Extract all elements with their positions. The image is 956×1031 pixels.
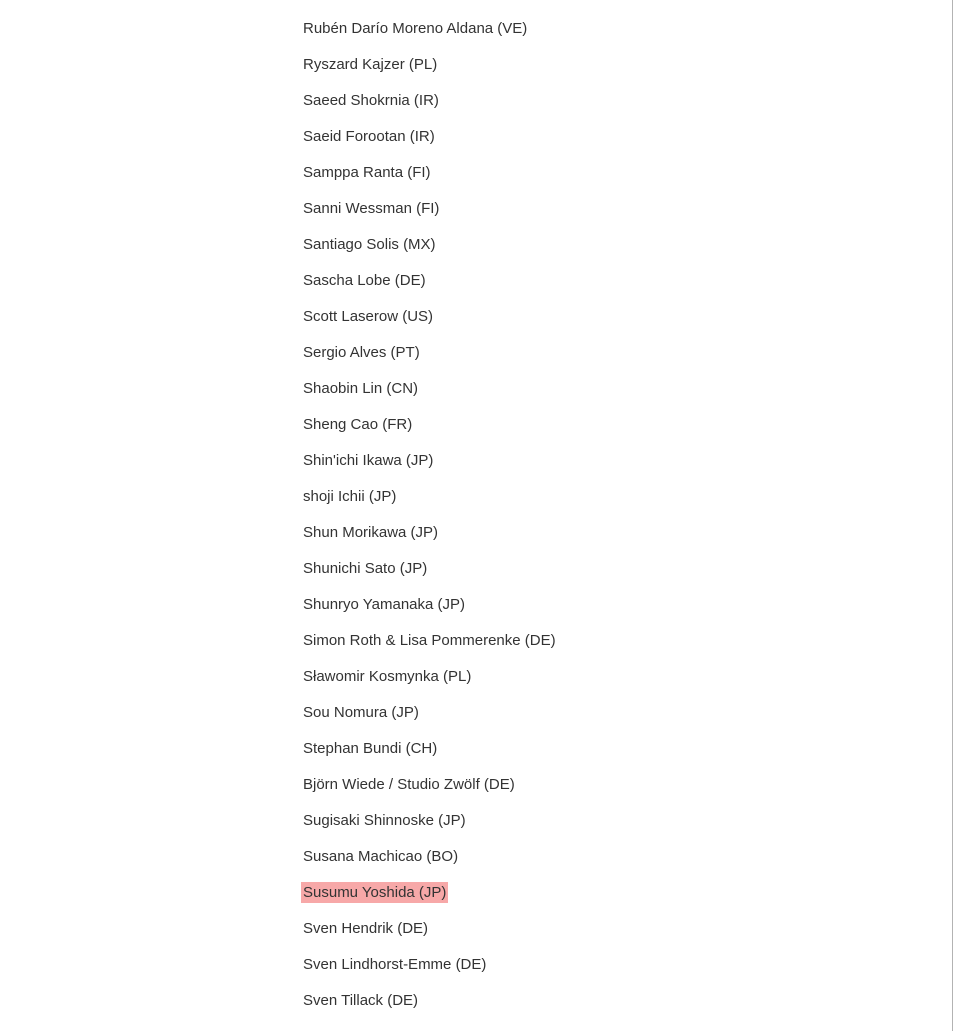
item-label: Sanni Wessman (FI): [303, 200, 440, 217]
list-item: [303, 803, 556, 839]
item-label: Sou Nomura (JP): [303, 704, 419, 721]
list-item: [303, 155, 556, 191]
item-label: Shunichi Sato (JP): [303, 560, 428, 577]
item-label: Shun Morikawa (JP): [303, 524, 439, 541]
item-label: Shaobin Lin (CN): [303, 380, 419, 397]
list-item: [303, 479, 556, 515]
item-label: Sergio Alves (PT): [303, 344, 420, 361]
item-label: Saeid Forootan (IR): [303, 128, 435, 145]
item-label: Sugisaki Shinnoske (JP): [303, 812, 466, 829]
list-item: [303, 443, 556, 479]
item-label: Sławomir Kosmynka (PL): [303, 668, 472, 685]
list-item: [303, 947, 556, 983]
list-item: [303, 83, 556, 119]
item-label: Rubén Darío Moreno Aldana (VE): [303, 20, 528, 37]
item-label: Sheng Cao (FR): [303, 416, 413, 433]
list-item: [303, 551, 556, 587]
item-label: Sven Lindhorst-Emme (DE): [303, 956, 487, 973]
item-label: Björn Wiede / Studio Zwölf (DE): [303, 776, 515, 793]
item-label: Shunryo Yamanaka (JP): [303, 596, 466, 613]
item-label: Sascha Lobe (DE): [303, 272, 426, 289]
item-label: Susana Machicao (BO): [303, 848, 459, 865]
list-item: [303, 515, 556, 551]
list-item: [303, 407, 556, 443]
list-item: [303, 587, 556, 623]
list-item: [303, 227, 556, 263]
item-label: shoji Ichii (JP): [303, 488, 397, 505]
list-item: [303, 335, 556, 371]
list-item: [303, 767, 556, 803]
name-list: [303, 11, 556, 1019]
item-label: Ryszard Kajzer (PL): [303, 56, 438, 73]
item-label: Saeed Shokrnia (IR): [303, 92, 439, 109]
item-label: Sven Tillack (DE): [303, 992, 419, 1009]
item-label: Sven Hendrik (DE): [303, 920, 429, 937]
item-label: Simon Roth & Lisa Pommerenke (DE): [303, 632, 556, 649]
list-item: [303, 47, 556, 83]
list-item: [303, 11, 556, 47]
item-label: Susumu Yoshida (JP): [303, 884, 447, 901]
item-label: Santiago Solis (MX): [303, 236, 436, 253]
item-label: Stephan Bundi (CH): [303, 740, 438, 757]
list-item: [303, 911, 556, 947]
list-item: [303, 695, 556, 731]
list-item: [303, 263, 556, 299]
list-item: [303, 731, 556, 767]
item-label: Shin'ichi Ikawa (JP): [303, 452, 434, 469]
list-item: [303, 623, 556, 659]
list-item-highlighted: [303, 875, 556, 911]
vertical-divider: [952, 0, 953, 1031]
item-label: Scott Laserow (US): [303, 308, 434, 325]
item-label: Samppa Ranta (FI): [303, 164, 431, 181]
list-item: [303, 299, 556, 335]
list-item: [303, 659, 556, 695]
list-item: [303, 983, 556, 1019]
list-item: [303, 119, 556, 155]
list-item: [303, 191, 556, 227]
list-item: [303, 371, 556, 407]
list-item: [303, 839, 556, 875]
